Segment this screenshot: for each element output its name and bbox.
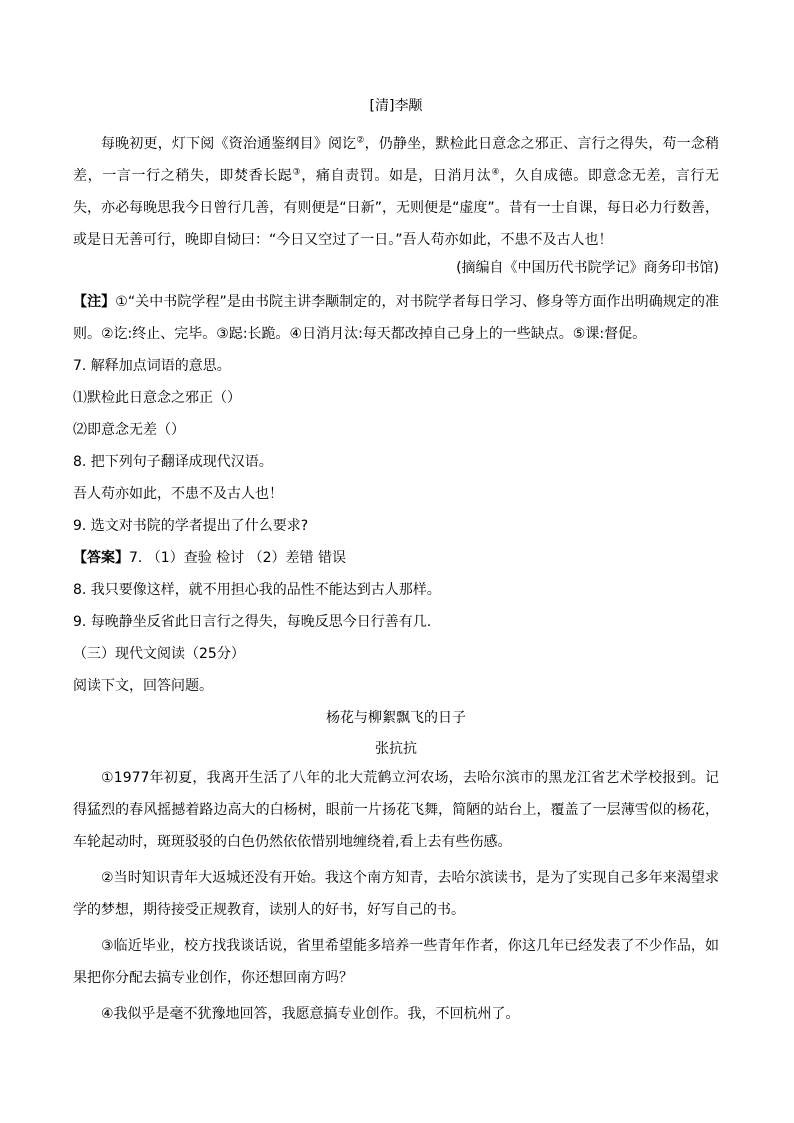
question-7: 7. 解释加点词语的意思。 — [73, 358, 231, 374]
document-page — [73, 96, 719, 1030]
question-8-sentence: 吾人苟亦如此，不患不及古人也！ — [73, 486, 283, 502]
question-9: 9. 选文对书院的学者提出了什么要求? — [73, 518, 309, 534]
footnote-marker-4: ④ — [491, 167, 501, 178]
note-text: ①“关中书院学程”是由书院主讲李颙制定的，对书院学者每日学习、修身等方面作出明确规定的准则。②讫:终止、完毕。③跽:长跪。④日消月汰:每天都改掉自己身上的一些缺点。⑤课:督促。 — [73, 294, 720, 342]
answer-line-3: 9. 每晚静坐反省此日言行之得失，每晚反思今日行善有几. — [73, 614, 432, 630]
article-paragraph-1: ①1977年初夏，我离开生活了八年的北大荒鹤立河农场，去哈尔滨市的黑龙江省艺术学校报到。记得猛烈的春风摇撼着路边高大的白杨树，眼前一片扬花飞舞，简陋的站台上，覆盖了一层薄雪似的杨花，车轮起动时，斑斑驳驳的白色仍然依依惜别地缠绕着,看上去有些伤感。 — [73, 770, 719, 850]
footnote-marker-3: ③ — [292, 167, 302, 178]
article-author: 张抗抗 — [375, 741, 417, 757]
article-paragraph-4: ④我似乎是毫不犹豫地回答，我愿意搞专业创作。我，不回杭州了。 — [101, 1006, 520, 1022]
article-paragraph-3: ③临近毕业，校方找我谈话说，省里希望能多培养一些青年作者，你这几年已经发表了不少作品，如果把你分配去搞专业创作，你还想回南方吗？ — [73, 938, 719, 986]
article-paragraph-2: ②当时知识青年大返城还没有开始。我这个南方知青，去哈尔滨读书，是为了实现自己多年来渴望求学的梦想，期待接受正规教育，读别人的好书，好写自己的书。 — [73, 870, 719, 918]
article-title: 杨花与柳絮飘飞的日子 — [326, 710, 466, 726]
annotation-note — [73, 286, 719, 350]
classical-text-part-4: ，久自成德。即意念无差，言行无失，亦必每晚思我今日曾行几善，有则便是“日新”，无则便是“虚度”。昔有一士自课，每日必力行数善，或是日无善可行，晚即自恸曰：“今日又空过了一日。”吾人苟亦如此，不患不及古人也！ — [73, 168, 719, 248]
classical-text-part-2: ，仍静坐，默检此日意念之邪正、言行之得失，苟一念稍差，一言一行之稍失，即焚香长跽 — [73, 136, 720, 184]
section-heading: （三）现代文阅读（25分） — [73, 646, 245, 662]
section-instruction: 阅读下文，回答问题。 — [73, 678, 213, 694]
question-7-item-2: ⑵即意念无差（） — [73, 422, 185, 438]
answer-label: 【答案】 — [73, 550, 129, 566]
answer-line-1 — [73, 548, 719, 569]
classical-text-part-1: 每晚初更，灯下阅《资治通鉴纲目》阅讫 — [101, 136, 357, 152]
question-7-item-1: ⑴默检此日意念之邪正（） — [73, 390, 241, 406]
question-8: 8. 把下列句子翻译成现代汉语。 — [73, 454, 273, 470]
footnote-marker-2: ② — [356, 135, 365, 146]
source-citation: (摘编自《中国历代书院学记》商务印书馆) — [456, 260, 719, 276]
note-label: 【注】 — [73, 294, 116, 310]
answer-7: 7. （1）查验 检讨 （2）差错 错误 — [129, 550, 346, 566]
author-line: [清]李颙 — [369, 98, 423, 114]
classical-text — [73, 128, 719, 256]
classical-text-part-3: ，痛自责罚。如是，日消月汰 — [301, 168, 492, 184]
answer-line-2: 8. 我只要像这样，就不用担心我的品性不能达到古人那样。 — [73, 582, 441, 598]
